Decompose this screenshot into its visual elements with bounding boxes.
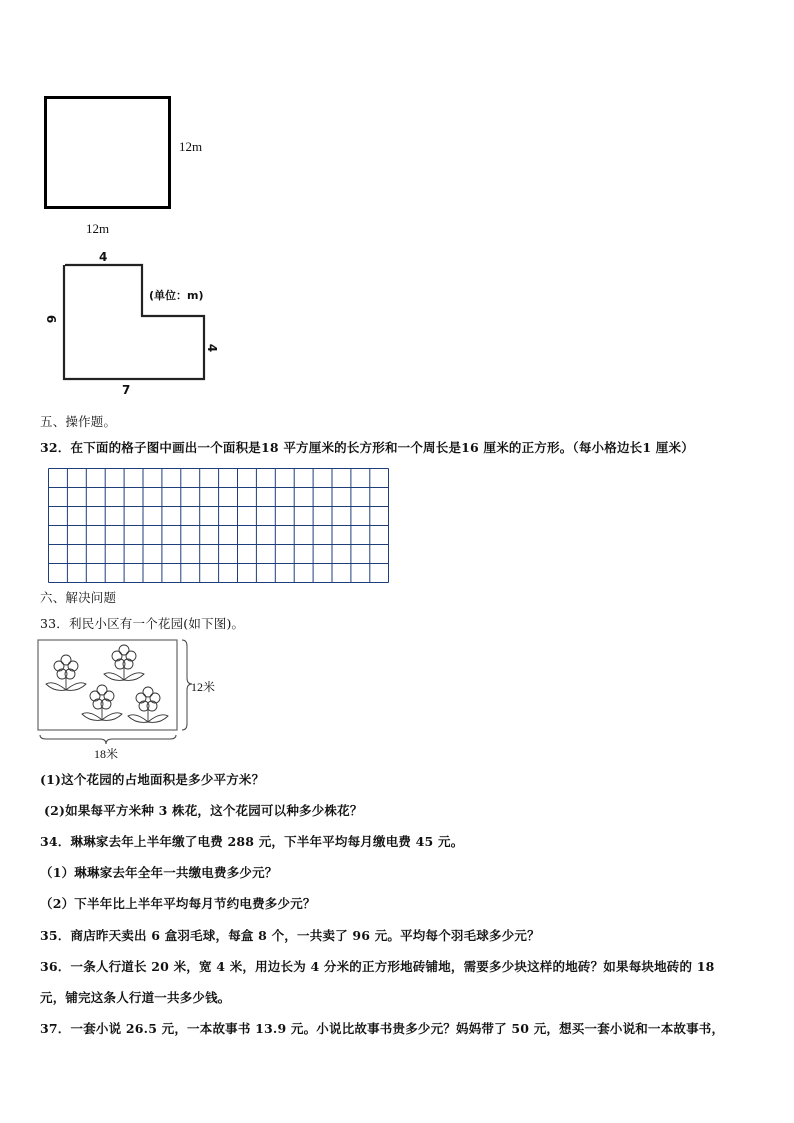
question-36-line-2: 元，铺完这条人行道一共多少钱。	[40, 990, 231, 1005]
flower-icon	[46, 645, 168, 722]
l-shape-right-label: 4	[205, 343, 220, 353]
l-shape-top-label: 4	[99, 250, 108, 264]
question-33-part-1: (1)这个花园的占地面积是多少平方米？	[40, 772, 265, 787]
l-shape-unit-note: (单位：m)	[149, 289, 204, 302]
l-shape-bottom-label: 7	[122, 383, 131, 397]
question-33-part-2: (2)如果每平方米种 3 株花，这个花园可以种多少株花？	[44, 803, 363, 818]
drawing-grid[interactable]	[48, 468, 390, 584]
question-35: 35．商店昨天卖出 6 盒羽毛球，每盒 8 个，一共卖了 96 元。平均每个羽毛球多少元？	[40, 928, 540, 943]
question-37: 37．一套小说 26.5 元，一本故事书 13.9 元。小说比故事书贵多少元？妈妈带了 50 元，想买一套小说和一本故事书，	[40, 1021, 725, 1036]
garden-height-label: 12米	[191, 680, 216, 694]
question-34-part-1: （1）琳琳家去年全年一共缴电费多少元？	[40, 865, 278, 880]
square-side-label: 12m	[179, 139, 203, 154]
question-33: 33．利民小区有一个花园(如下图)。	[40, 616, 245, 631]
garden-width-label: 18米	[94, 747, 119, 761]
garden-figure	[34, 638, 234, 768]
question-34: 34．琳琳家去年上半年缴了电费 288 元，下半年平均每月缴电费 45 元。	[40, 834, 464, 849]
square-bottom-label: 12m	[86, 221, 110, 236]
section-heading-5: 五、操作题。	[40, 414, 117, 429]
section-heading-6: 六、解决问题	[40, 590, 117, 605]
l-shape-left-label: 6	[44, 314, 59, 324]
question-36-line-1: 36．一条人行道长 20 米，宽 4 米，用边长为 4 分米的正方形地砖铺地，需要多少块这样的地砖？如果每块地砖的 18	[40, 959, 715, 974]
question-32: 32．在下面的格子图中画出一个面积是18 平方厘米的长方形和一个周长是16 厘米的正方形。（每小格边长1 厘米）	[40, 440, 694, 455]
question-34-part-2: （2）下半年比上半年平均每月节约电费多少元？	[40, 896, 316, 911]
l-shape-figure	[0, 0, 220, 160]
